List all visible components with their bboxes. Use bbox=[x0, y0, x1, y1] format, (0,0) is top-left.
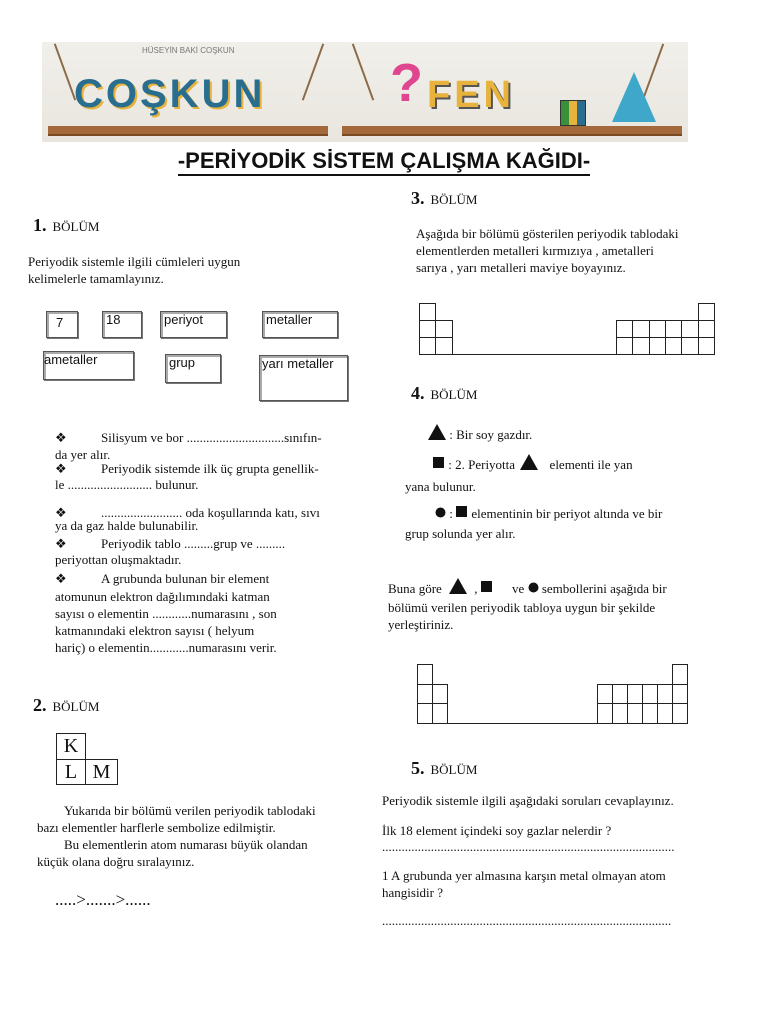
table-cell bbox=[672, 703, 688, 724]
table-baseline bbox=[452, 354, 616, 355]
table-cell bbox=[627, 684, 643, 705]
shelf-left bbox=[48, 126, 328, 136]
fill-item-5: ❖ A grubunda bulunan bir element bbox=[101, 570, 269, 587]
table-cell bbox=[681, 337, 698, 355]
section-2-heading: 2. BÖLÜM bbox=[33, 695, 100, 715]
table-cell bbox=[616, 337, 633, 355]
table-cell bbox=[642, 703, 658, 724]
table-cell bbox=[432, 684, 448, 705]
cell-m: M bbox=[85, 759, 118, 785]
section-3-heading: 3. BÖLÜM bbox=[411, 188, 478, 208]
triangle-icon bbox=[449, 578, 467, 594]
clue-triangle: : Bir soy gazdır. bbox=[428, 424, 532, 443]
table-cell bbox=[672, 664, 688, 685]
table-cell bbox=[597, 703, 613, 724]
shelf-right bbox=[342, 126, 682, 136]
question-mark-icon: ? bbox=[390, 53, 423, 113]
table-cell bbox=[632, 320, 649, 338]
table-cell bbox=[649, 337, 666, 355]
table-cell bbox=[657, 703, 673, 724]
circle-icon bbox=[528, 582, 539, 593]
flask-icon bbox=[612, 72, 656, 122]
table-cell bbox=[435, 320, 452, 338]
clue-circle-cont: grup solunda yer alır. bbox=[405, 526, 516, 541]
square-icon bbox=[456, 506, 468, 518]
section-5-answer-1: .......................................................................................... bbox=[382, 839, 675, 854]
cube-icon bbox=[560, 100, 586, 126]
section-4-heading: 4. BÖLÜM bbox=[411, 383, 478, 403]
triangle-icon bbox=[428, 424, 446, 440]
fill-item-4: ❖ Periyodik tablo .........grup ve ......... bbox=[101, 535, 285, 552]
word-box-18: 18 bbox=[102, 311, 142, 338]
table-cell bbox=[612, 684, 628, 705]
clue-circle: : elementinin bir periyot altında ve bir bbox=[435, 505, 662, 522]
cell-k: K bbox=[56, 733, 86, 760]
table-cell bbox=[627, 703, 643, 724]
logo-left: COŞKUN bbox=[74, 72, 266, 116]
fill-item-3-cont: ya da gaz halde bulunabilir. bbox=[55, 518, 199, 533]
section-5-question-1: İlk 18 element içindeki soy gazlar nelerdir ? bbox=[382, 823, 612, 838]
fill-item-3: ❖ ......................... oda koşullarında katı, sıvı bbox=[101, 504, 320, 521]
table-cell bbox=[632, 337, 649, 355]
periodic-table-outline-1 bbox=[419, 303, 715, 355]
table-cell bbox=[435, 337, 452, 355]
table-baseline bbox=[447, 723, 597, 724]
section-5-answer-2: ......................................................................................... bbox=[382, 913, 672, 928]
section-2-text-1: Yukarıda bir bölümü verilen periyodik tablodaki bbox=[64, 803, 316, 818]
section-2-text-4: küçük olana doğru sıralayınız. bbox=[37, 854, 195, 869]
table-cell bbox=[681, 320, 698, 338]
table-cell bbox=[698, 303, 715, 321]
section-2-text-3: Bu elementlerin atom numarası büyük olandan bbox=[64, 837, 308, 852]
word-box-ametaller: ametaller bbox=[43, 351, 134, 380]
table-cell bbox=[657, 684, 673, 705]
table-cell bbox=[597, 684, 613, 705]
section-5-heading: 5. BÖLÜM bbox=[411, 758, 478, 778]
section-1-heading: 1. BÖLÜM bbox=[33, 215, 100, 235]
square-icon bbox=[433, 457, 445, 469]
word-box-yari-metaller: yarı metaller bbox=[259, 355, 348, 401]
table-cell bbox=[672, 684, 688, 705]
table-cell bbox=[417, 684, 433, 705]
table-cell bbox=[417, 703, 433, 724]
table-cell bbox=[419, 320, 436, 338]
table-cell bbox=[642, 684, 658, 705]
table-cell bbox=[665, 320, 682, 338]
fill-item-5-cont: atomunun elektron dağılımındaki katman sayısı o elementin ............numarasını , son katmanındaki elektron sayısı ( helyum hariç) o elementin............numarasını verir. bbox=[55, 589, 277, 655]
table-cell bbox=[698, 337, 715, 355]
circle-icon bbox=[435, 507, 446, 518]
word-box-periyot: periyot bbox=[160, 311, 227, 338]
logo-right: FEN bbox=[427, 74, 515, 116]
clue-square-cont: yana bulunur. bbox=[405, 479, 476, 494]
section-1-instruction: Periyodik sistemle ilgili cümleleri uygun kelimelerle tamamlayınız. bbox=[28, 254, 241, 286]
periodic-table-outline-2 bbox=[417, 664, 687, 724]
section-5-intro: Periyodik sistemle ilgili aşağıdaki soruları cevaplayınız. bbox=[382, 793, 674, 808]
word-box-7: 7 bbox=[46, 311, 78, 338]
table-cell bbox=[417, 664, 433, 685]
fill-item-1-cont: da yer alır. bbox=[55, 447, 111, 462]
section-4-task-cont: bölümü verilen periyodik tabloya uygun bir şekilde yerleştiriniz. bbox=[388, 600, 656, 632]
fill-item-2: ❖ Periyodik sistemde ilk üç grupta genellik- bbox=[101, 460, 319, 477]
table-cell bbox=[698, 320, 715, 338]
triangle-icon bbox=[520, 454, 538, 470]
header-banner bbox=[42, 42, 688, 142]
fill-item-4-cont: periyottan oluşmaktadır. bbox=[55, 552, 182, 567]
word-box-metaller: metaller bbox=[262, 311, 338, 338]
fill-item-2-cont: le .......................... bulunur. bbox=[55, 477, 199, 492]
clue-square: : 2. Periyotta elementi ile yan bbox=[433, 454, 633, 473]
word-box-grup: grup bbox=[165, 354, 221, 383]
section-2-text-2: bazı elementler harflerle sembolize edilmiştir. bbox=[37, 820, 276, 835]
section-3-instruction: Aşağıda bir bölümü gösterilen periyodik tablodaki elementlerden metalleri kırmızıya , ametalleri sarıya , yarı metalleri maviye boyayınız. bbox=[416, 226, 679, 275]
page-title: -PERİYODİK SİSTEM ÇALIŞMA KAĞIDI- bbox=[0, 148, 768, 174]
table-cell bbox=[616, 320, 633, 338]
section-2-answer-line: .....>.......>...... bbox=[55, 890, 151, 909]
fill-item-1: ❖ Silisyum ve bor ..............................sınıfın- bbox=[101, 429, 322, 446]
section-5-question-2: 1 A grubunda yer almasına karşın metal olmayan atom hangisidir ? bbox=[382, 868, 666, 900]
table-cell bbox=[649, 320, 666, 338]
table-cell bbox=[612, 703, 628, 724]
table-cell bbox=[419, 337, 436, 355]
author-name: HÜSEYİN BAKİ COŞKUN bbox=[142, 46, 235, 55]
table-cell bbox=[419, 303, 436, 321]
table-cell bbox=[432, 703, 448, 724]
square-icon bbox=[481, 581, 493, 593]
table-cell bbox=[665, 337, 682, 355]
section-4-task: Buna göre , ve sembollerini aşağıda bir bbox=[388, 578, 667, 597]
cell-l: L bbox=[56, 759, 86, 785]
